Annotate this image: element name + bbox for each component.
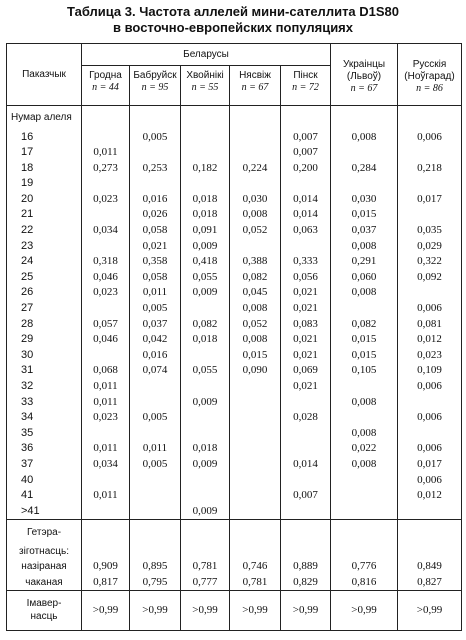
frequency-cell: 0,034 [82, 223, 130, 239]
frequency-cell [281, 426, 331, 442]
allele-number-label: Нумар алеля [7, 106, 82, 130]
frequency-cell [398, 504, 462, 520]
frequency-cell: 0,052 [230, 317, 281, 333]
frequency-cell: 0,224 [230, 161, 281, 177]
frequency-cell: 0,007 [281, 488, 331, 504]
probability-cell: >0,99 [130, 590, 181, 630]
frequency-cell: 0,081 [398, 317, 462, 333]
frequency-cell: 0,023 [398, 348, 462, 364]
frequency-cell [331, 488, 398, 504]
frequency-cell [82, 301, 130, 317]
frequency-cell [82, 504, 130, 520]
observed-heterozygosity-row-label: назіраная [7, 558, 82, 574]
allele-number: 26 [7, 285, 82, 301]
table-row [7, 145, 462, 161]
frequency-cell: 0,021 [281, 348, 331, 364]
frequency-cell: 0,018 [181, 192, 230, 208]
col-header-name-sub: (Ноўгарад) [404, 71, 455, 82]
frequency-cell [331, 145, 398, 161]
frequency-cell: 0,030 [331, 192, 398, 208]
frequency-cell: 0,074 [130, 363, 181, 379]
frequency-cell [230, 473, 281, 489]
frequency-cell [398, 207, 462, 223]
allele-number: 36 [7, 441, 82, 457]
table-row [7, 285, 462, 301]
frequency-cell: 0,037 [331, 223, 398, 239]
frequency-cell: 0,008 [230, 332, 281, 348]
frequency-cell: 0,005 [130, 410, 181, 426]
frequency-cell [230, 504, 281, 520]
frequency-cell: 0,030 [230, 192, 281, 208]
frequency-cell: 0,018 [181, 207, 230, 223]
frequency-cell [82, 426, 130, 442]
frequency-cell: 0,021 [281, 379, 331, 395]
frequency-cell: 0,015 [331, 207, 398, 223]
frequency-cell: 0,083 [281, 317, 331, 333]
col-header-nesvizh [230, 66, 281, 106]
frequency-cell [230, 379, 281, 395]
table-row [7, 301, 462, 317]
frequency-cell: 0,291 [331, 254, 398, 270]
table-row [7, 192, 462, 208]
allele-number: 33 [7, 395, 82, 411]
col-header-name: Украінцы [342, 59, 386, 70]
frequency-cell: 0,029 [398, 239, 462, 255]
col-header-name: Пінск [293, 70, 318, 81]
table-row [7, 254, 462, 270]
stat-cell: 0,849 [398, 558, 462, 574]
table-row [7, 426, 462, 442]
frequency-cell: 0,016 [130, 348, 181, 364]
table-row [7, 348, 462, 364]
stat-cell: 0,827 [398, 574, 462, 590]
col-header-pinsk [281, 66, 331, 106]
probability-cell: >0,99 [281, 590, 331, 630]
expected-heterozygosity-row [7, 574, 462, 590]
frequency-cell: 0,021 [281, 285, 331, 301]
frequency-cell [130, 379, 181, 395]
frequency-cell: 0,418 [181, 254, 230, 270]
frequency-cell [281, 504, 331, 520]
probability-cell: >0,99 [398, 590, 462, 630]
probability-cell: >0,99 [181, 590, 230, 630]
frequency-cell [230, 395, 281, 411]
frequency-cell [331, 504, 398, 520]
frequency-cell: 0,011 [82, 379, 130, 395]
col-header-n: n = 95 [141, 82, 169, 93]
table-row [7, 207, 462, 223]
frequency-cell [130, 473, 181, 489]
frequency-cell: 0,022 [331, 441, 398, 457]
frequency-cell: 0,011 [82, 145, 130, 161]
frequency-cell: 0,007 [281, 145, 331, 161]
frequency-cell: 0,011 [82, 441, 130, 457]
stat-cell: 0,777 [181, 574, 230, 590]
frequency-cell: 0,055 [181, 270, 230, 286]
allele-number: 32 [7, 379, 82, 395]
allele-number: 16 [7, 130, 82, 146]
probability-label-line1: Імавер- [26, 598, 62, 610]
frequency-cell: 0,006 [398, 379, 462, 395]
heterozygosity-label: зіготнасць: [7, 539, 82, 558]
frequency-cell: 0,008 [331, 239, 398, 255]
col-header-babruisk [130, 66, 181, 106]
frequency-cell: 0,023 [82, 285, 130, 301]
col-header-name: Хвойнікі [186, 70, 224, 81]
col-header-russians [398, 44, 462, 106]
frequency-cell: 0,028 [281, 410, 331, 426]
col-header-grodno [82, 66, 130, 106]
col-header-name-sub: (Львоў) [346, 71, 382, 82]
table-row [7, 223, 462, 239]
frequency-cell [281, 395, 331, 411]
allele-number: 27 [7, 301, 82, 317]
stat-label-row [7, 520, 462, 540]
frequency-cell [281, 239, 331, 255]
table-row [7, 161, 462, 177]
allele-number: 20 [7, 192, 82, 208]
frequency-cell [181, 488, 230, 504]
frequency-cell: 0,017 [398, 192, 462, 208]
frequency-cell: 0,011 [130, 285, 181, 301]
frequency-cell [181, 410, 230, 426]
frequency-cell: 0,011 [130, 441, 181, 457]
frequency-cell: 0,009 [181, 395, 230, 411]
stat-cell: 0,895 [130, 558, 181, 574]
frequency-cell: 0,012 [398, 488, 462, 504]
frequency-cell: 0,069 [281, 363, 331, 379]
stat-cell: 0,909 [82, 558, 130, 574]
frequency-cell: 0,009 [181, 504, 230, 520]
frequency-cell [331, 379, 398, 395]
stat-cell: 0,781 [181, 558, 230, 574]
probability-label-line2: насць [30, 611, 58, 623]
allele-number: 19 [7, 176, 82, 192]
table-row [7, 379, 462, 395]
probability-cell: >0,99 [82, 590, 130, 630]
heterozygosity-label: Гетэра- [7, 520, 82, 540]
stat-cell: 0,816 [331, 574, 398, 590]
frequency-cell [130, 176, 181, 192]
allele-number: 31 [7, 363, 82, 379]
frequency-cell: 0,052 [230, 223, 281, 239]
stat-cell: 0,746 [230, 558, 281, 574]
frequency-cell: 0,005 [130, 301, 181, 317]
frequency-cell: 0,011 [82, 395, 130, 411]
probability-cell: >0,99 [230, 590, 281, 630]
allele-number: 30 [7, 348, 82, 364]
frequency-cell: 0,023 [82, 192, 130, 208]
table-row [7, 239, 462, 255]
col-header-khvoiniki [181, 66, 230, 106]
frequency-cell: 0,009 [181, 239, 230, 255]
frequency-cell: 0,023 [82, 410, 130, 426]
frequency-cell: 0,005 [130, 457, 181, 473]
frequency-cell [181, 426, 230, 442]
frequency-cell [230, 410, 281, 426]
frequency-cell: 0,068 [82, 363, 130, 379]
frequency-cell [181, 348, 230, 364]
stat-cell: 0,776 [331, 558, 398, 574]
frequency-cell: 0,045 [230, 285, 281, 301]
frequency-cell: 0,109 [398, 363, 462, 379]
stat-label-row [7, 539, 462, 558]
frequency-cell: 0,091 [181, 223, 230, 239]
col-header-n: n = 44 [92, 82, 119, 93]
table-title-line1: Таблица 3. Частота аллелей мини-сателлита D1S80 [66, 4, 400, 19]
frequency-cell: 0,105 [331, 363, 398, 379]
frequency-cell: 0,200 [281, 161, 331, 177]
frequency-cell: 0,006 [398, 130, 462, 146]
frequency-cell: 0,092 [398, 270, 462, 286]
frequency-cell: 0,009 [181, 457, 230, 473]
frequency-cell [331, 410, 398, 426]
table-row [7, 270, 462, 286]
frequency-cell: 0,388 [230, 254, 281, 270]
table-row [7, 317, 462, 333]
frequency-cell: 0,015 [331, 332, 398, 348]
frequency-cell [230, 176, 281, 192]
frequency-cell [82, 348, 130, 364]
frequency-cell: 0,016 [130, 192, 181, 208]
frequency-cell [331, 176, 398, 192]
frequency-cell [398, 285, 462, 301]
frequency-cell [230, 441, 281, 457]
frequency-cell [281, 441, 331, 457]
frequency-cell: 0,063 [281, 223, 331, 239]
allele-number: 25 [7, 270, 82, 286]
frequency-cell [130, 488, 181, 504]
stat-cell: 0,817 [82, 574, 130, 590]
col-header-name: Русскія [412, 59, 447, 70]
frequency-cell [181, 379, 230, 395]
stat-cell: 0,795 [130, 574, 181, 590]
frequency-cell: 0,021 [130, 239, 181, 255]
frequency-cell: 0,253 [130, 161, 181, 177]
col-header-n: n = 86 [416, 83, 443, 94]
frequency-cell [130, 426, 181, 442]
frequency-cell: 0,008 [230, 207, 281, 223]
table-row [7, 410, 462, 426]
frequency-cell: 0,182 [181, 161, 230, 177]
frequency-cell: 0,011 [82, 488, 130, 504]
allele-number: 21 [7, 207, 82, 223]
frequency-cell: 0,021 [281, 332, 331, 348]
expected-heterozygosity-row-label: чаканая [7, 574, 82, 590]
frequency-cell: 0,006 [398, 301, 462, 317]
allele-number: 35 [7, 426, 82, 442]
stat-cell: 0,889 [281, 558, 331, 574]
col-header-n: n = 55 [191, 82, 219, 93]
frequency-cell: 0,082 [230, 270, 281, 286]
frequency-cell: 0,015 [331, 348, 398, 364]
allele-number: 17 [7, 145, 82, 161]
frequency-cell [230, 426, 281, 442]
frequency-cell: 0,042 [130, 332, 181, 348]
frequency-cell: 0,008 [230, 301, 281, 317]
allele-number: 28 [7, 317, 82, 333]
frequency-cell: 0,046 [82, 332, 130, 348]
frequency-cell: 0,012 [398, 332, 462, 348]
frequency-cell [181, 176, 230, 192]
frequency-cell: 0,018 [181, 441, 230, 457]
frequency-cell: 0,008 [331, 395, 398, 411]
frequency-cell: 0,014 [281, 457, 331, 473]
frequency-cell [398, 426, 462, 442]
allele-number: >41 [7, 504, 82, 520]
frequency-cell: 0,005 [130, 130, 181, 146]
allele-number: 37 [7, 457, 82, 473]
table-row [7, 395, 462, 411]
col-header-n: n = 72 [292, 82, 319, 93]
frequency-cell [281, 176, 331, 192]
frequency-cell: 0,055 [181, 363, 230, 379]
frequency-cell: 0,037 [130, 317, 181, 333]
frequency-cell: 0,008 [331, 426, 398, 442]
frequency-cell: 0,082 [331, 317, 398, 333]
frequency-cell: 0,009 [181, 285, 230, 301]
table-row [7, 130, 462, 146]
probability-cell: >0,99 [331, 590, 398, 630]
frequency-cell [181, 130, 230, 146]
frequency-cell [181, 145, 230, 161]
frequency-cell: 0,008 [331, 285, 398, 301]
frequency-cell: 0,017 [398, 457, 462, 473]
frequency-cell: 0,035 [398, 223, 462, 239]
frequency-cell [230, 457, 281, 473]
frequency-cell: 0,015 [230, 348, 281, 364]
frequency-cell: 0,058 [130, 270, 181, 286]
frequency-cell [82, 207, 130, 223]
frequency-cell [398, 176, 462, 192]
col-header-name: Бабруйск [133, 70, 177, 81]
table-row [7, 176, 462, 192]
probability-row [7, 590, 462, 630]
probability-label [7, 590, 82, 630]
allele-frequency-table [6, 43, 462, 631]
frequency-cell: 0,006 [398, 441, 462, 457]
frequency-cell: 0,034 [82, 457, 130, 473]
frequency-cell [181, 473, 230, 489]
frequency-cell [82, 239, 130, 255]
frequency-cell: 0,006 [398, 473, 462, 489]
group-header-belarusians: Беларусы [82, 44, 331, 66]
allele-number: 34 [7, 410, 82, 426]
frequency-cell: 0,008 [331, 130, 398, 146]
frequency-cell [281, 473, 331, 489]
frequency-cell [130, 145, 181, 161]
frequency-cell [82, 130, 130, 146]
observed-heterozygosity-row [7, 558, 462, 574]
frequency-cell [130, 395, 181, 411]
allele-number: 23 [7, 239, 82, 255]
table-title-line2: в восточно-европейских популяциях [113, 20, 353, 35]
frequency-cell [398, 395, 462, 411]
frequency-cell [331, 473, 398, 489]
allele-number: 41 [7, 488, 82, 504]
frequency-cell [230, 130, 281, 146]
col-header-name: Гродна [89, 70, 122, 81]
frequency-cell: 0,057 [82, 317, 130, 333]
frequency-cell [230, 488, 281, 504]
frequency-cell [130, 504, 181, 520]
stat-cell: 0,781 [230, 574, 281, 590]
frequency-cell: 0,058 [130, 223, 181, 239]
frequency-cell: 0,046 [82, 270, 130, 286]
frequency-cell: 0,008 [331, 457, 398, 473]
allele-number: 29 [7, 332, 82, 348]
frequency-cell: 0,358 [130, 254, 181, 270]
allele-number: 24 [7, 254, 82, 270]
table-row [7, 457, 462, 473]
frequency-cell: 0,218 [398, 161, 462, 177]
col-header-n: n = 67 [350, 83, 378, 94]
frequency-cell: 0,318 [82, 254, 130, 270]
frequency-cell [398, 145, 462, 161]
allele-number: 18 [7, 161, 82, 177]
table-row [7, 504, 462, 520]
frequency-cell [331, 301, 398, 317]
table-title [0, 4, 466, 36]
frequency-cell: 0,014 [281, 192, 331, 208]
frequency-cell: 0,284 [331, 161, 398, 177]
stat-cell: 0,829 [281, 574, 331, 590]
table-row [7, 473, 462, 489]
col-header-name: Нясвіж [239, 70, 271, 81]
table-row [7, 441, 462, 457]
frequency-cell: 0,090 [230, 363, 281, 379]
frequency-cell: 0,060 [331, 270, 398, 286]
frequency-cell: 0,273 [82, 161, 130, 177]
frequency-cell: 0,056 [281, 270, 331, 286]
allele-number: 40 [7, 473, 82, 489]
frequency-cell: 0,014 [281, 207, 331, 223]
table-row [7, 488, 462, 504]
frequency-cell [230, 239, 281, 255]
frequency-cell: 0,026 [130, 207, 181, 223]
table-row [7, 363, 462, 379]
frequency-cell [82, 473, 130, 489]
frequency-cell: 0,333 [281, 254, 331, 270]
frequency-cell: 0,007 [281, 130, 331, 146]
frequency-cell [82, 176, 130, 192]
col-header-ukrainians [331, 44, 398, 106]
frequency-cell: 0,082 [181, 317, 230, 333]
frequency-cell [181, 301, 230, 317]
frequency-cell: 0,018 [181, 332, 230, 348]
frequency-cell: 0,021 [281, 301, 331, 317]
allele-number: 22 [7, 223, 82, 239]
table-row [7, 332, 462, 348]
frequency-cell: 0,006 [398, 410, 462, 426]
indicator-header: Паказчык [7, 44, 82, 106]
frequency-cell: 0,322 [398, 254, 462, 270]
frequency-cell [230, 145, 281, 161]
col-header-n: n = 67 [241, 82, 269, 93]
